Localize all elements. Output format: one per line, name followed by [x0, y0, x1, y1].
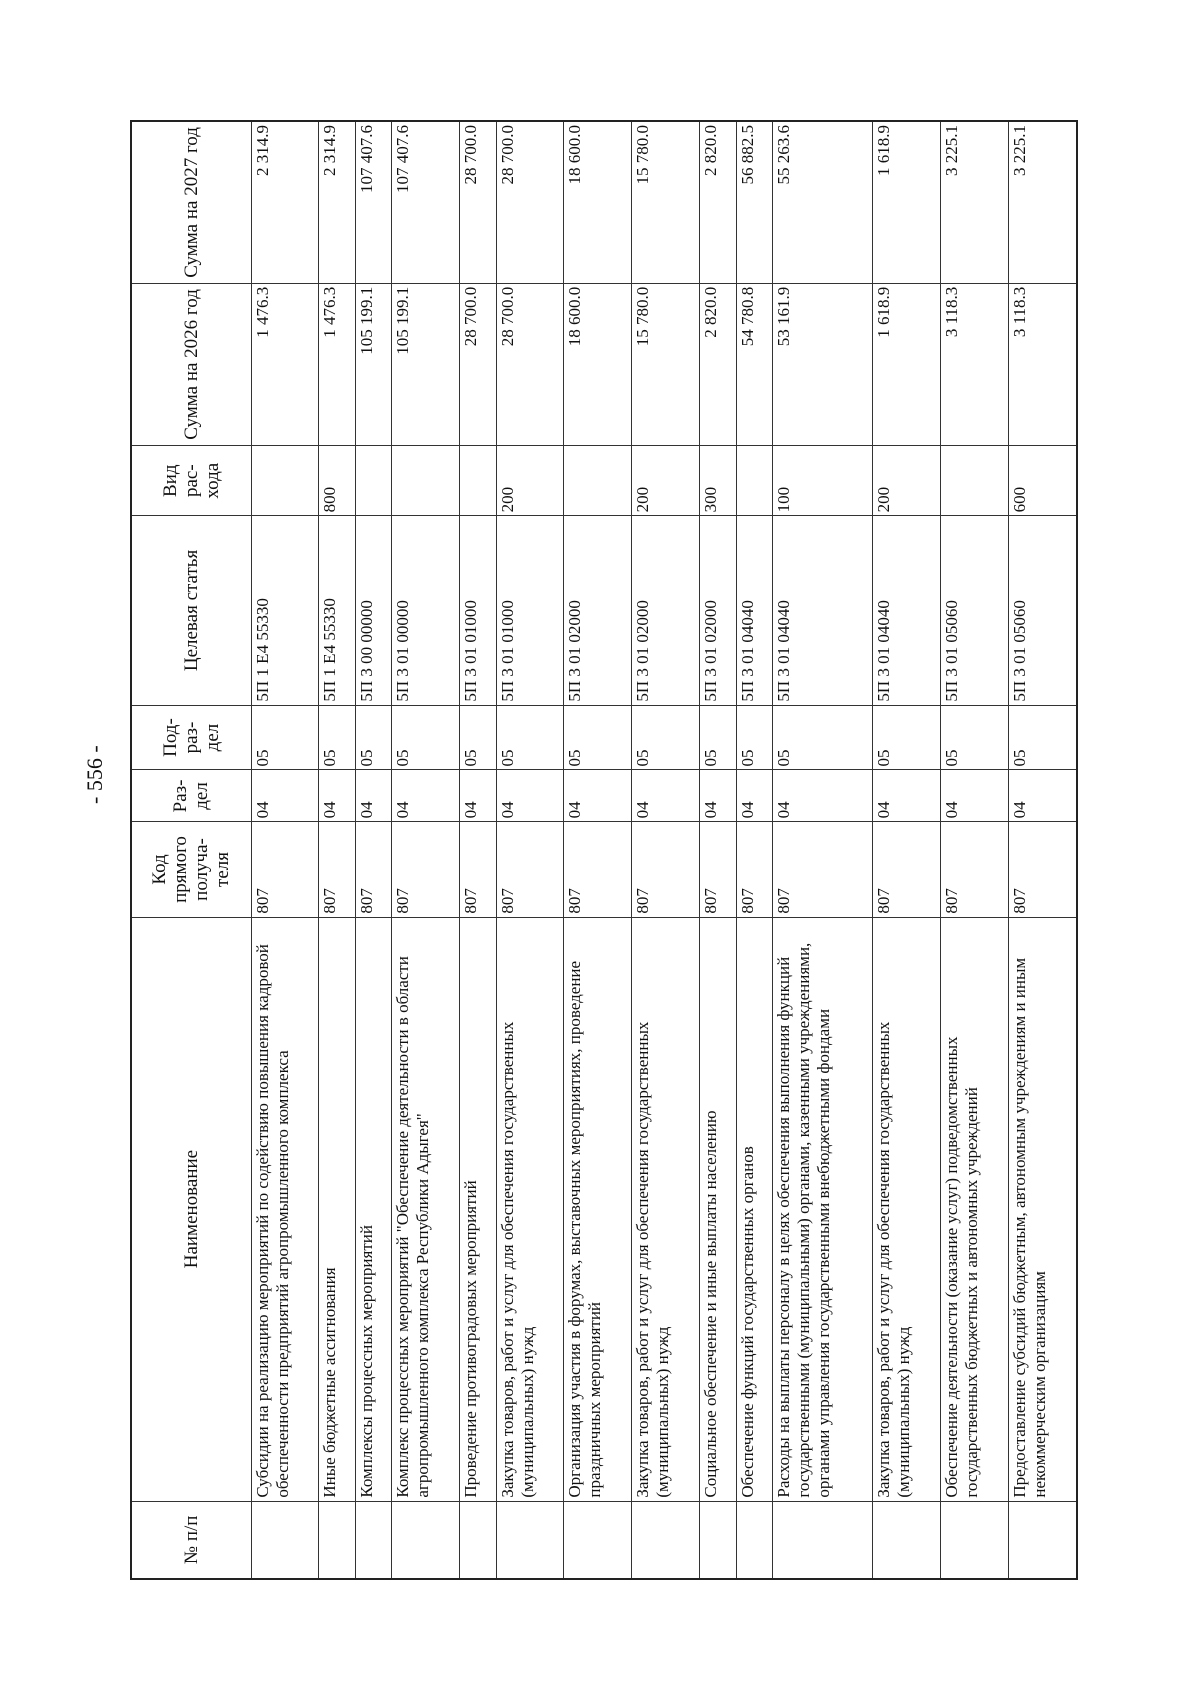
rotated-table-container: [130, 120, 1078, 1580]
row-section: 04: [319, 770, 355, 822]
row-sum-2027: 3 225.1: [1008, 121, 1077, 283]
table-row: [392, 121, 460, 1579]
row-subsection: 05: [632, 705, 700, 770]
table-row: [1008, 121, 1077, 1579]
row-expense-type: 100: [773, 446, 873, 516]
header-sum-2027: Сумма на 2027 год: [131, 121, 251, 283]
row-num: [872, 1501, 940, 1579]
row-subsection: 05: [460, 705, 496, 770]
row-sum-2027: 107 407.6: [355, 121, 391, 283]
row-expense-type: 300: [700, 446, 736, 516]
row-subsection: 05: [872, 705, 940, 770]
row-recipient: 807: [1008, 822, 1077, 917]
row-target: 5П 3 01 05060: [1008, 516, 1077, 705]
row-name: Закупка товаров, работ и услуг для обеспечения государственных (муниципальных) нужд: [872, 917, 940, 1501]
row-expense-type: [940, 446, 1008, 516]
row-subsection: 05: [564, 705, 632, 770]
table-row: [700, 121, 736, 1579]
row-target: 5П 3 01 02000: [632, 516, 700, 705]
table-row: [496, 121, 564, 1579]
row-expense-type: [392, 446, 460, 516]
row-section: 04: [773, 770, 873, 822]
row-expense-type: [564, 446, 632, 516]
row-sum-2026: 28 700.0: [496, 283, 564, 445]
row-recipient: 807: [940, 822, 1008, 917]
row-name: Предоставление субсидий бюджетным, автономным учреждениям и иным некоммерческим организациям: [1008, 917, 1077, 1501]
row-num: [564, 1501, 632, 1579]
row-sum-2027: 3 225.1: [940, 121, 1008, 283]
row-num: [940, 1501, 1008, 1579]
row-sum-2027: 2 314.9: [251, 121, 319, 283]
row-num: [251, 1501, 319, 1579]
row-sum-2027: 56 882.5: [736, 121, 772, 283]
row-subsection: 05: [736, 705, 772, 770]
row-subsection: 05: [392, 705, 460, 770]
row-sum-2026: 1 476.3: [251, 283, 319, 445]
header-num: № п/п: [131, 1501, 251, 1579]
row-sum-2026: 28 700.0: [460, 283, 496, 445]
row-subsection: 05: [700, 705, 736, 770]
row-sum-2026: 54 780.8: [736, 283, 772, 445]
row-section: 04: [1008, 770, 1077, 822]
row-name: Расходы на выплаты персоналу в целях обеспечения выполнения функций государственными (муниципальными) органами, казенными учреждениями, органами управления государственными внебюджетными фондами: [773, 917, 873, 1501]
table-header-row: [131, 121, 251, 1579]
header-name: Наименование: [131, 917, 251, 1501]
table-row: [773, 121, 873, 1579]
row-sum-2027: 107 407.6: [392, 121, 460, 283]
row-subsection: 05: [251, 705, 319, 770]
table-row: [564, 121, 632, 1579]
table-row: [632, 121, 700, 1579]
table-row: [872, 121, 940, 1579]
row-sum-2026: 2 820.0: [700, 283, 736, 445]
table-row: [940, 121, 1008, 1579]
row-sum-2026: 18 600.0: [564, 283, 632, 445]
row-name: Иные бюджетные ассигнования: [319, 917, 355, 1501]
row-target: 5П 3 01 04040: [736, 516, 772, 705]
row-expense-type: [460, 446, 496, 516]
header-target: Целевая статья: [131, 516, 251, 705]
row-recipient: 807: [564, 822, 632, 917]
row-sum-2027: 2 314.9: [319, 121, 355, 283]
row-recipient: 807: [460, 822, 496, 917]
row-expense-type: 800: [319, 446, 355, 516]
row-section: 04: [355, 770, 391, 822]
row-expense-type: 200: [632, 446, 700, 516]
row-target: 5П 3 01 05060: [940, 516, 1008, 705]
row-num: [773, 1501, 873, 1579]
row-target: 5П 3 01 02000: [700, 516, 736, 705]
header-section: Раз- дел: [131, 770, 251, 822]
row-num: [632, 1501, 700, 1579]
row-num: [496, 1501, 564, 1579]
row-subsection: 05: [940, 705, 1008, 770]
row-recipient: 807: [736, 822, 772, 917]
row-name: Обеспечение деятельности (оказание услуг) подведомственных государственных бюджетных и автономных учреждений: [940, 917, 1008, 1501]
row-name: Проведение противоградовых мероприятий: [460, 917, 496, 1501]
row-name: Субсидии на реализацию мероприятий по содействию повышения кадровой обеспеченности предприятий агропромышленного комплекса: [251, 917, 319, 1501]
row-section: 04: [251, 770, 319, 822]
row-sum-2027: 55 263.6: [773, 121, 873, 283]
row-sum-2026: 105 199.1: [355, 283, 391, 445]
row-sum-2027: 18 600.0: [564, 121, 632, 283]
row-name: Организация участия в форумах, выставочных мероприятиях, проведение праздничных мероприятий: [564, 917, 632, 1501]
row-recipient: 807: [251, 822, 319, 917]
row-recipient: 807: [319, 822, 355, 917]
row-subsection: 05: [1008, 705, 1077, 770]
row-expense-type: 200: [872, 446, 940, 516]
row-sum-2026: 15 780.0: [632, 283, 700, 445]
row-expense-type: [355, 446, 391, 516]
row-name: Закупка товаров, работ и услуг для обеспечения государственных (муниципальных) нужд: [632, 917, 700, 1501]
row-section: 04: [564, 770, 632, 822]
row-subsection: 05: [319, 705, 355, 770]
row-sum-2026: 1 476.3: [319, 283, 355, 445]
budget-table: [130, 120, 1078, 1580]
row-target: 5П 3 01 01000: [496, 516, 564, 705]
row-expense-type: 600: [1008, 446, 1077, 516]
row-section: 04: [700, 770, 736, 822]
row-recipient: 807: [872, 822, 940, 917]
row-section: 04: [872, 770, 940, 822]
row-sum-2027: 28 700.0: [460, 121, 496, 283]
row-target: 5П 3 01 04040: [872, 516, 940, 705]
row-name: Обеспечение функций государственных органов: [736, 917, 772, 1501]
row-num: [319, 1501, 355, 1579]
row-num: [700, 1501, 736, 1579]
header-recipient: Код прямого получа- теля: [131, 822, 251, 917]
row-section: 04: [460, 770, 496, 822]
row-num: [1008, 1501, 1077, 1579]
row-target: 5П 3 01 02000: [564, 516, 632, 705]
row-name: Комплекс процессных мероприятий "Обеспечение деятельности в области агропромышленного комплекса Республики Адыгея": [392, 917, 460, 1501]
table-row: [319, 121, 355, 1579]
row-target: 5П 1 Е4 55330: [319, 516, 355, 705]
row-recipient: 807: [700, 822, 736, 917]
row-recipient: 807: [496, 822, 564, 917]
row-subsection: 05: [496, 705, 564, 770]
row-target: 5П 1 Е4 55330: [251, 516, 319, 705]
row-sum-2027: 2 820.0: [700, 121, 736, 283]
page-number: - 556 -: [82, 745, 107, 804]
row-sum-2026: 1 618.9: [872, 283, 940, 445]
table-body: [251, 121, 1077, 1579]
table-row: [355, 121, 391, 1579]
row-sum-2026: 3 118.3: [940, 283, 1008, 445]
row-section: 04: [632, 770, 700, 822]
row-target: 5П 3 01 04040: [773, 516, 873, 705]
row-sum-2026: 3 118.3: [1008, 283, 1077, 445]
row-subsection: 05: [773, 705, 873, 770]
row-recipient: 807: [632, 822, 700, 917]
row-sum-2027: 15 780.0: [632, 121, 700, 283]
row-section: 04: [496, 770, 564, 822]
row-sum-2026: 105 199.1: [392, 283, 460, 445]
table-row: [251, 121, 319, 1579]
row-section: 04: [736, 770, 772, 822]
row-target: 5П 3 00 00000: [355, 516, 391, 705]
row-expense-type: [251, 446, 319, 516]
row-expense-type: [736, 446, 772, 516]
row-recipient: 807: [392, 822, 460, 917]
row-num: [460, 1501, 496, 1579]
row-num: [392, 1501, 460, 1579]
row-subsection: 05: [355, 705, 391, 770]
row-target: 5П 3 01 00000: [392, 516, 460, 705]
table-row: [736, 121, 772, 1579]
row-sum-2026: 53 161.9: [773, 283, 873, 445]
row-name: Закупка товаров, работ и услуг для обеспечения государственных (муниципальных) нужд: [496, 917, 564, 1501]
row-sum-2027: 28 700.0: [496, 121, 564, 283]
row-expense-type: 200: [496, 446, 564, 516]
row-recipient: 807: [355, 822, 391, 917]
row-section: 04: [392, 770, 460, 822]
row-num: [736, 1501, 772, 1579]
row-num: [355, 1501, 391, 1579]
row-sum-2027: 1 618.9: [872, 121, 940, 283]
table-row: [460, 121, 496, 1579]
row-target: 5П 3 01 01000: [460, 516, 496, 705]
header-sum-2026: Сумма на 2026 год: [131, 283, 251, 445]
row-recipient: 807: [773, 822, 873, 917]
row-section: 04: [940, 770, 1008, 822]
header-subsection: Под- раз- дел: [131, 705, 251, 770]
row-name: Социальное обеспечение и иные выплаты населению: [700, 917, 736, 1501]
row-name: Комплексы процессных мероприятий: [355, 917, 391, 1501]
header-expense-type: Вид рас- хода: [131, 446, 251, 516]
